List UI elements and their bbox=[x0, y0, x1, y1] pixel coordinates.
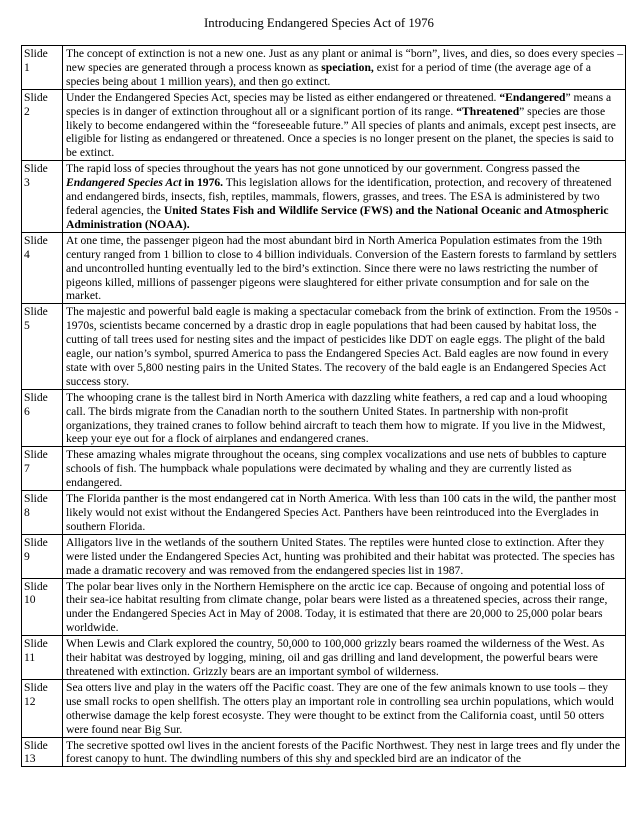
slide-row-5 bbox=[22, 304, 626, 389]
slide-label: Slide bbox=[24, 680, 48, 694]
slide-row-4 bbox=[22, 232, 626, 304]
slide-text-cell bbox=[63, 447, 626, 491]
slide-label: Slide bbox=[24, 233, 48, 247]
slide-label: Slide bbox=[24, 579, 48, 593]
slide-number-cell bbox=[22, 161, 63, 233]
slide-row-10 bbox=[22, 578, 626, 636]
slide-text-segment: These amazing whales migrate throughout the oceans, sing complex vocalizations and use nets of bubbles to capture schools of fish. The humpback whale populations were decimated by whaling and they are currently listed as endangered. bbox=[66, 448, 607, 490]
slide-text-segment: Endangered Species Act bbox=[66, 176, 182, 190]
slide-text-cell bbox=[63, 636, 626, 680]
slide-text-segment: The majestic and powerful bald eagle is making a spectacular comeback from the brink of extinction. From the 1950s - 1970s, scientists became concerned by a drastic drop in eagle populations that had been caused by habitat loss, the cutting of tall trees used for nesting sites and the impact of pesticides like DDT on eagle eggs. The plight of the bald eagle, our nation’s symbol, spurred America to pass the Endangered Species Act. Bald eagles are now found in every state with over 5,800 nesting pairs in the United States. The recovery of the bald eagle is an Endangered Species Act success story. bbox=[66, 305, 619, 388]
slide-number: 7 bbox=[24, 462, 30, 476]
slide-number: 6 bbox=[24, 404, 30, 418]
slide-row-12 bbox=[22, 679, 626, 737]
slide-number-cell bbox=[22, 447, 63, 491]
slide-number-cell bbox=[22, 304, 63, 389]
slide-text-cell bbox=[63, 737, 626, 767]
slide-number-cell bbox=[22, 679, 63, 737]
slide-row-13 bbox=[22, 737, 626, 767]
slide-text-segment: in 1976. bbox=[181, 176, 224, 190]
slides-table bbox=[21, 45, 626, 767]
slide-text-segment: At one time, the passenger pigeon had the most abundant bird in North America Population estimates from the 19th century ranged from 1 billion to close to 4 billion individuals. Conversion of the Eastern forests to farmland by settlers and uncontrolled hunting eventually led to the bird’s extinction. Since there were no laws restricting the number of pigeons killed, millions of passenger pigeons were slaughtered for either private consumption and for sale on the market. bbox=[66, 233, 617, 303]
slide-label: Slide bbox=[24, 637, 48, 651]
slide-text-segment: “Threatened bbox=[456, 104, 520, 118]
slide-number-cell bbox=[22, 89, 63, 161]
slide-number-cell bbox=[22, 232, 63, 304]
slide-number: 9 bbox=[24, 549, 30, 563]
slide-label: Slide bbox=[24, 448, 48, 462]
slide-number: 3 bbox=[24, 176, 30, 190]
slide-text-cell bbox=[63, 578, 626, 636]
slide-label: Slide bbox=[24, 162, 48, 176]
slide-text-segment: This legislation allows for the identification, protection, and recovery of threatened and endangered birds, insects, fish, reptiles, mammals, flowers, grasses, and trees. The ESA is administered by two federal agencies, the bbox=[66, 176, 612, 217]
slide-text-cell bbox=[63, 46, 626, 90]
slide-text-cell bbox=[63, 679, 626, 737]
slide-row-8 bbox=[22, 491, 626, 535]
slide-row-2 bbox=[22, 89, 626, 161]
slide-text-cell bbox=[63, 232, 626, 304]
slide-label: Slide bbox=[24, 390, 48, 404]
document-title: Introducing Endangered Species Act of 1976 bbox=[204, 16, 434, 30]
slide-number: 12 bbox=[24, 694, 36, 708]
slide-label: Slide bbox=[24, 90, 48, 104]
slide-number-cell bbox=[22, 534, 63, 578]
slide-text-segment: When Lewis and Clark explored the country, 50,000 to 100,000 grizzly bears roamed the wilderness of the West. As their habitat was destroyed by logging, mining, oil and gas drilling and land development, the powerful bears were threatened with extinction. Grizzly bears are an important symbol of wilderness. bbox=[66, 637, 605, 678]
slide-text-cell bbox=[63, 304, 626, 389]
slide-text-segment: Under the Endangered Species Act, species may be listed as either endangered or threatened. bbox=[66, 90, 500, 104]
slide-text-segment: United States Fish and Wildlife Service (FWS) and the National Oceanic and Atmospheric Administration (NOAA). bbox=[66, 203, 609, 231]
slide-text-segment: “Endangered bbox=[499, 90, 566, 104]
slide-number: 5 bbox=[24, 319, 30, 333]
slide-number-cell bbox=[22, 389, 63, 447]
slide-number-cell bbox=[22, 737, 63, 767]
slide-text-segment: The polar bear lives only in the Northern Hemisphere on the arctic ice cap. Because of ongoing and potential loss of their sea-ice habitat resulting from climate change, polar bears were listed as a threatened species, across their range, under the Endangered Species Act in May of 2008. Today, it is estimated that there are 20,000 to 25,000 polar bears worldwide. bbox=[66, 579, 608, 635]
slide-text-segment: exist for a period of time (the average age of a species being about 1 million years), and then go extinct. bbox=[66, 60, 592, 88]
slide-label: Slide bbox=[24, 305, 48, 319]
slide-text-segment: The concept of extinction is not a new one. Just as any plant or animal is “born”, lives, and dies, so does every species – new species are generated through a process known as bbox=[66, 47, 623, 74]
slide-number: 2 bbox=[24, 104, 30, 118]
slide-text-segment: Sea otters live and play in the waters off the Pacific coast. They are one of the few animals known to use tools – they use small rocks to open shellfish. The otters play an important role in controlling sea urchin populations, which would otherwise damage the kelp forest ecosyste. They were thought to be extinct from the California coast, until 50 otters were found near Big Sur. bbox=[66, 680, 614, 736]
slide-text-segment: The secretive spotted owl lives in the ancient forests of the Pacific Northwest. They nest in large trees and fly under the forest canopy to hunt. The dwindling numbers of this shy and speckled bird are an indicator of the bbox=[66, 738, 620, 766]
slide-text-cell bbox=[63, 389, 626, 447]
slide-number-cell bbox=[22, 636, 63, 680]
slide-text-segment: speciation, bbox=[321, 60, 374, 74]
slide-number: 4 bbox=[24, 247, 30, 261]
slide-number: 1 bbox=[24, 60, 30, 74]
slide-number-cell bbox=[22, 578, 63, 636]
slide-label: Slide bbox=[24, 738, 48, 752]
slide-text-cell bbox=[63, 491, 626, 535]
slide-number-cell bbox=[22, 46, 63, 90]
slide-label: Slide bbox=[24, 535, 48, 549]
slide-text-segment: The whooping crane is the tallest bird in North America with dazzling white feathers, a red cap and a loud whooping call. The birds migrate from the Canadian north to the southern United States. In partnership with non-profit organizations, they trained cranes to follow behind aircraft to teach them how to migrate. If you live in the Midwest, keep your eye out for a flock of airplanes and endangered cranes. bbox=[66, 390, 608, 446]
slide-label: Slide bbox=[24, 47, 48, 60]
slide-text-segment: ” species are those likely to become endangered within the “foreseeable future.” All species of plants and animals, except pest insects, are eligible for listing as endangered or threatened. Once a species is no longer present on the planet, the species is said to be extinct. bbox=[66, 104, 616, 160]
slide-text-cell bbox=[63, 161, 626, 233]
slide-row-9 bbox=[22, 534, 626, 578]
slide-text-cell bbox=[63, 534, 626, 578]
slide-number-cell bbox=[22, 491, 63, 535]
slide-row-6 bbox=[22, 389, 626, 447]
slide-row-3 bbox=[22, 161, 626, 233]
slide-label: Slide bbox=[24, 492, 48, 506]
slides-table-body bbox=[22, 46, 626, 767]
slide-text-segment: ” means a species is in danger of extinction throughout all or a significant portion of its range. bbox=[66, 90, 612, 118]
slide-text-segment: The rapid loss of species throughout the years has not gone unnoticed by our government. Congress passed the bbox=[66, 162, 580, 176]
slide-text-segment: The Florida panther is the most endangered cat in North America. With less than 100 cats in the wild, the panther most likely would not exist without the Endangered Species Act. Panthers have been reintroduced into the Everglades in southern Florida. bbox=[66, 492, 617, 533]
slide-number: 8 bbox=[24, 506, 30, 519]
slide-row-7 bbox=[22, 447, 626, 491]
slide-row-1 bbox=[22, 46, 626, 90]
slide-number: 13 bbox=[24, 752, 36, 766]
slide-row-11 bbox=[22, 636, 626, 680]
slide-text-cell bbox=[63, 89, 626, 161]
slide-number: 10 bbox=[24, 593, 36, 607]
slide-text-segment: Alligators live in the wetlands of the southern United States. The reptiles were hunted close to extinction. After they were listed under the Endangered Species Act, hunting was prohibited and their habitat was protected. The species has made a dramatic recovery and was removed from the endangered species list in 1987. bbox=[66, 535, 615, 577]
slide-number: 11 bbox=[24, 651, 36, 665]
